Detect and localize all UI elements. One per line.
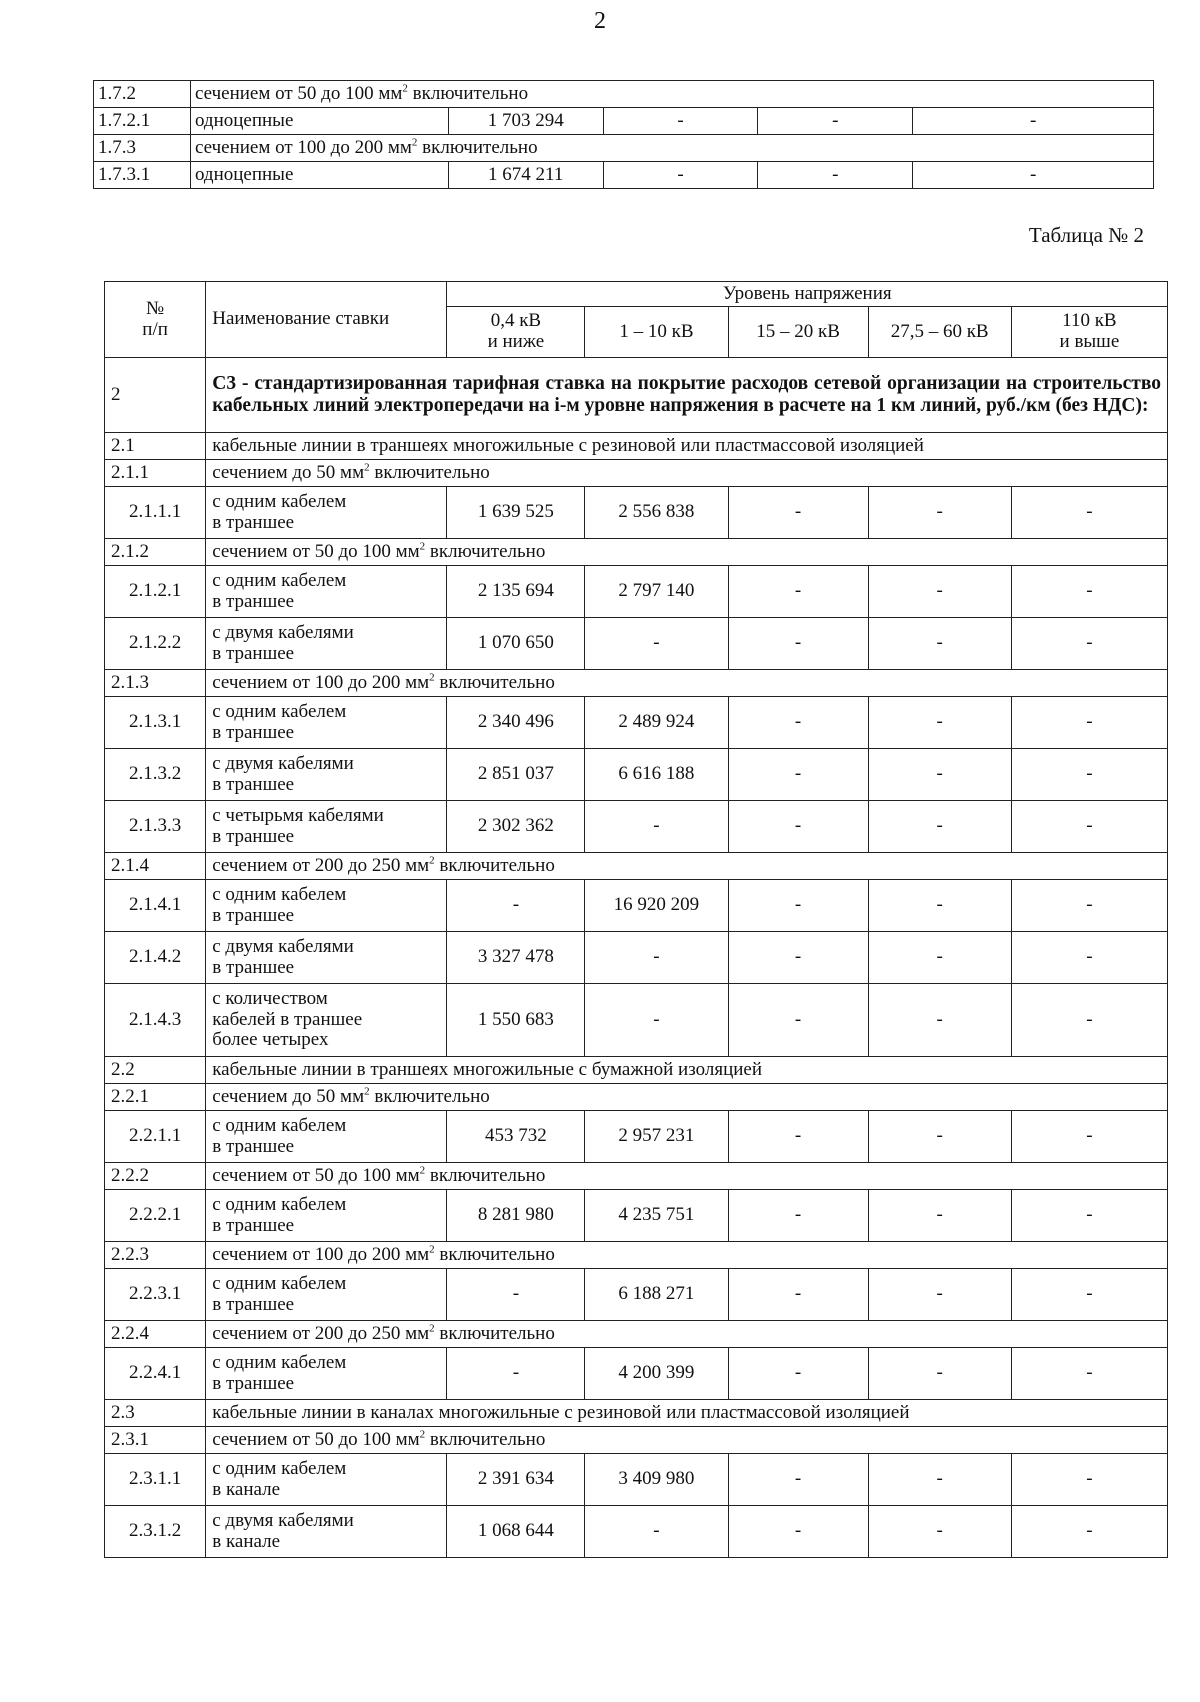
- row-number: 2.2.2.1: [105, 1190, 206, 1242]
- row-number: 2.3.1: [105, 1427, 206, 1454]
- row-label-text: сечением до 50 мм: [212, 461, 365, 483]
- value-cell: -: [1011, 984, 1167, 1057]
- value-cell: -: [728, 749, 868, 801]
- row-label: [206, 1427, 1168, 1454]
- value-cell: -: [585, 932, 728, 984]
- value-cell: 2 489 924: [585, 697, 728, 749]
- value-cell: -: [868, 1454, 1011, 1506]
- value-cell: -: [1011, 880, 1167, 932]
- value-cell: 6 188 271: [585, 1269, 728, 1321]
- header-name: Наименование ставки: [206, 282, 447, 358]
- row-label-suffix: включительно: [425, 540, 546, 562]
- row-number: 2.1.1.1: [105, 487, 206, 539]
- value-cell: -: [447, 1269, 585, 1321]
- row-label-text: кабельные линии в траншеях многожильные с бумажной изоляцией: [212, 1058, 763, 1080]
- value-cell: -: [868, 1190, 1011, 1242]
- row-number: 2.2.1.1: [105, 1111, 206, 1163]
- value-cell: 6 616 188: [585, 749, 728, 801]
- row-label-text: кабельные линии в каналах многожильные с резиновой или пластмассовой изоляцией: [212, 1401, 910, 1423]
- table2-subheader-row: [105, 433, 1168, 460]
- row-label-sup: 2: [419, 1164, 426, 1177]
- value-cell: -: [758, 162, 913, 189]
- row-label-text: сечением от 50 до 100 мм: [212, 1164, 420, 1186]
- header-col-4: 110 кВ и выше: [1011, 307, 1167, 358]
- value-cell: -: [447, 1348, 585, 1400]
- row-name: с количеством кабелей в траншее более четырех: [206, 984, 447, 1057]
- value-cell: 8 281 980: [447, 1190, 585, 1242]
- row-label-suffix: включительно: [434, 854, 555, 876]
- row-label-text: сечением от 200 до 250 мм: [212, 854, 430, 876]
- value-cell: 4 235 751: [585, 1190, 728, 1242]
- row-number: 2.1.3.2: [105, 749, 206, 801]
- value-cell: -: [868, 880, 1011, 932]
- header-col-2: 15 – 20 кВ: [728, 307, 868, 358]
- table2-data-row: [105, 880, 1168, 932]
- value-cell: -: [868, 697, 1011, 749]
- row-label-suffix: включительно: [417, 136, 538, 158]
- row-label-sup: 2: [419, 1428, 426, 1441]
- row-label: [206, 1321, 1168, 1348]
- row-label-sup: 2: [402, 82, 408, 95]
- value-cell: 3 327 478: [447, 932, 585, 984]
- row-label-sup: 2: [429, 1322, 435, 1335]
- value-cell: 2 340 496: [447, 697, 585, 749]
- row-number: 2.1: [105, 433, 206, 460]
- value-cell: -: [868, 932, 1011, 984]
- row-name: с одним кабелем в траншее: [206, 487, 447, 539]
- row-number: 2.2.3.1: [105, 1269, 206, 1321]
- value-cell: -: [728, 697, 868, 749]
- row-name: с двумя кабелями в траншее: [206, 749, 447, 801]
- value-cell: -: [728, 1111, 868, 1163]
- value-cell: -: [447, 880, 585, 932]
- value-cell: -: [728, 932, 868, 984]
- value-cell: -: [1011, 1269, 1167, 1321]
- value-cell: -: [1011, 566, 1167, 618]
- row-label-suffix: включительно: [434, 1243, 555, 1265]
- row-label-text: сечением до 50 мм: [212, 1085, 365, 1107]
- row-number: 2.1.3.1: [105, 697, 206, 749]
- value-cell: -: [1011, 932, 1167, 984]
- value-cell: 2 957 231: [585, 1111, 728, 1163]
- row-label-suffix: включительно: [425, 1164, 546, 1186]
- value-cell: -: [728, 801, 868, 853]
- row-label: [206, 1163, 1168, 1190]
- table2-subheader-row: [105, 1242, 1168, 1269]
- header-num: № п/п: [105, 282, 206, 358]
- value-cell: -: [1011, 697, 1167, 749]
- value-cell: 2 851 037: [447, 749, 585, 801]
- header-col-0: 0,4 кВ и ниже: [447, 307, 585, 358]
- value-cell: -: [868, 618, 1011, 670]
- table-1-continuation: [93, 80, 1154, 189]
- table1-data-row: [94, 162, 1154, 189]
- value-cell: 3 409 980: [585, 1454, 728, 1506]
- section-title: С3 - стандартизированная тарифная ставка на покрытие расходов сетевой организации на строительство кабельных линий электропередачи на i-м уровне напряжения в расчете на 1 км линий, руб./км (без НДС):: [206, 358, 1168, 433]
- value-cell: -: [913, 162, 1154, 189]
- table2-data-row: [105, 697, 1168, 749]
- value-cell: -: [728, 566, 868, 618]
- value-cell: -: [728, 1348, 868, 1400]
- row-label-text: сечением от 100 до 200 мм: [212, 1243, 430, 1265]
- value-cell: -: [913, 108, 1154, 135]
- row-label-text: кабельные линии в траншеях многожильные с резиновой или пластмассовой изоляцией: [212, 434, 924, 456]
- row-number: 1.7.3: [94, 135, 191, 162]
- row-name: одноцепные: [190, 162, 448, 189]
- table2-subheader-row: [105, 539, 1168, 566]
- row-number: 2.1.3.3: [105, 801, 206, 853]
- table2-subheader-row: [105, 1057, 1168, 1084]
- table2-data-row: [105, 1190, 1168, 1242]
- table2-subheader-row: [105, 460, 1168, 487]
- value-cell: -: [868, 1348, 1011, 1400]
- row-name: с одним кабелем в траншее: [206, 1190, 447, 1242]
- value-cell: 1 703 294: [448, 108, 603, 135]
- row-number: 2.3.1.2: [105, 1506, 206, 1558]
- value-cell: -: [728, 618, 868, 670]
- row-label: [190, 81, 1153, 108]
- value-cell: 16 920 209: [585, 880, 728, 932]
- row-label-sup: 2: [364, 1085, 370, 1098]
- value-cell: -: [868, 749, 1011, 801]
- row-label-sup: 2: [429, 671, 435, 684]
- table2-subheader-row: [105, 1163, 1168, 1190]
- table2-data-row: [105, 566, 1168, 618]
- value-cell: 2 797 140: [585, 566, 728, 618]
- value-cell: -: [1011, 1454, 1167, 1506]
- table2-data-row: [105, 1269, 1168, 1321]
- value-cell: -: [868, 1506, 1011, 1558]
- row-number: 2.1.4.3: [105, 984, 206, 1057]
- value-cell: -: [603, 108, 758, 135]
- row-number: 1.7.2: [94, 81, 191, 108]
- value-cell: -: [728, 487, 868, 539]
- table2-data-row: [105, 801, 1168, 853]
- header-voltage-level: Уровень напряжения: [447, 282, 1168, 307]
- table1-subheader-row: [94, 81, 1154, 108]
- value-cell: 1 639 525: [447, 487, 585, 539]
- table-2: [104, 281, 1168, 1558]
- value-cell: -: [585, 801, 728, 853]
- row-number: 2.1.4.1: [105, 880, 206, 932]
- row-label-sup: 2: [429, 1243, 435, 1256]
- value-cell: -: [1011, 487, 1167, 539]
- value-cell: 1 674 211: [448, 162, 603, 189]
- table2-subheader-row: [105, 1084, 1168, 1111]
- row-label: [206, 1400, 1168, 1427]
- value-cell: -: [728, 1454, 868, 1506]
- row-label-sup: 2: [419, 540, 426, 553]
- row-name: с одним кабелем в траншее: [206, 1111, 447, 1163]
- row-number: 2.2.3: [105, 1242, 206, 1269]
- table2-data-row: [105, 1454, 1168, 1506]
- row-number: 2.1.2.1: [105, 566, 206, 618]
- table2-data-row: [105, 1506, 1168, 1558]
- row-number: 2.1.2: [105, 539, 206, 566]
- header-col-1: 1 – 10 кВ: [585, 307, 728, 358]
- value-cell: -: [1011, 1111, 1167, 1163]
- row-label: [206, 670, 1168, 697]
- row-label: [206, 433, 1168, 460]
- row-label-text: сечением от 50 до 100 мм: [212, 1428, 420, 1450]
- row-name: с одним кабелем в траншее: [206, 880, 447, 932]
- row-number: 2.2.2: [105, 1163, 206, 1190]
- row-name: одноцепные: [190, 108, 448, 135]
- value-cell: 4 200 399: [585, 1348, 728, 1400]
- row-number: 2.2.1: [105, 1084, 206, 1111]
- row-name: с одним кабелем в траншее: [206, 1269, 447, 1321]
- row-label-suffix: включительно: [369, 1085, 490, 1107]
- value-cell: -: [728, 984, 868, 1057]
- value-cell: -: [728, 880, 868, 932]
- row-label-text: сечением от 50 до 100 мм: [194, 82, 403, 104]
- row-label-text: сечением от 50 до 100 мм: [212, 540, 420, 562]
- value-cell: -: [1011, 801, 1167, 853]
- row-label-suffix: включительно: [407, 82, 529, 104]
- section-num: 2: [105, 358, 206, 433]
- value-cell: -: [868, 1269, 1011, 1321]
- value-cell: -: [868, 566, 1011, 618]
- value-cell: 1 068 644: [447, 1506, 585, 1558]
- row-name: с двумя кабелями в канале: [206, 1506, 447, 1558]
- value-cell: 1 550 683: [447, 984, 585, 1057]
- value-cell: -: [585, 1506, 728, 1558]
- row-name: с одним кабелем в траншее: [206, 566, 447, 618]
- row-name: с одним кабелем в траншее: [206, 1348, 447, 1400]
- row-label-text: сечением от 100 до 200 мм: [194, 136, 412, 158]
- table2-data-row: [105, 932, 1168, 984]
- row-number: 2.2.4: [105, 1321, 206, 1348]
- value-cell: 2 391 634: [447, 1454, 585, 1506]
- table2-data-row: [105, 1111, 1168, 1163]
- row-label-suffix: включительно: [425, 1428, 546, 1450]
- value-cell: -: [868, 801, 1011, 853]
- row-label-text: сечением от 100 до 200 мм: [212, 671, 430, 693]
- row-number: 2.2: [105, 1057, 206, 1084]
- table-2-caption: Таблица № 2: [1028, 223, 1144, 247]
- row-label-sup: 2: [364, 461, 370, 474]
- value-cell: -: [868, 487, 1011, 539]
- row-label: [206, 1242, 1168, 1269]
- value-cell: -: [728, 1269, 868, 1321]
- row-label: [206, 1084, 1168, 1111]
- row-name: с двумя кабелями в траншее: [206, 618, 447, 670]
- row-name: с двумя кабелями в траншее: [206, 932, 447, 984]
- table2-subheader-row: [105, 853, 1168, 880]
- value-cell: -: [1011, 749, 1167, 801]
- row-name: с одним кабелем в канале: [206, 1454, 447, 1506]
- value-cell: 2 135 694: [447, 566, 585, 618]
- value-cell: -: [603, 162, 758, 189]
- row-number: 1.7.3.1: [94, 162, 191, 189]
- value-cell: -: [1011, 618, 1167, 670]
- table1-data-row: [94, 108, 1154, 135]
- value-cell: -: [728, 1506, 868, 1558]
- row-label: [206, 853, 1168, 880]
- row-number: 2.1.4.2: [105, 932, 206, 984]
- page-number: 2: [594, 8, 606, 34]
- row-label-suffix: включительно: [369, 461, 490, 483]
- value-cell: 1 070 650: [447, 618, 585, 670]
- row-number: 2.1.4: [105, 853, 206, 880]
- value-cell: 2 302 362: [447, 801, 585, 853]
- row-label: [206, 1057, 1168, 1084]
- value-cell: -: [1011, 1190, 1167, 1242]
- row-number: 2.1.1: [105, 460, 206, 487]
- value-cell: 2 556 838: [585, 487, 728, 539]
- row-number: 2.2.4.1: [105, 1348, 206, 1400]
- table1-subheader-row: [94, 135, 1154, 162]
- table2-data-row: [105, 618, 1168, 670]
- row-number: 2.3.1.1: [105, 1454, 206, 1506]
- row-label-text: сечением от 200 до 250 мм: [212, 1322, 430, 1344]
- row-name: с одним кабелем в траншее: [206, 697, 447, 749]
- row-label: [206, 539, 1168, 566]
- table2-subheader-row: [105, 1400, 1168, 1427]
- table2-data-row: [105, 487, 1168, 539]
- value-cell: -: [585, 984, 728, 1057]
- row-label: [190, 135, 1153, 162]
- header-col-3: 27,5 – 60 кВ: [868, 307, 1011, 358]
- value-cell: -: [1011, 1506, 1167, 1558]
- table2-subheader-row: [105, 1427, 1168, 1454]
- row-number: 1.7.2.1: [94, 108, 191, 135]
- row-label-suffix: включительно: [434, 671, 555, 693]
- row-number: 2.1.2.2: [105, 618, 206, 670]
- value-cell: -: [868, 984, 1011, 1057]
- row-number: 2.1.3: [105, 670, 206, 697]
- value-cell: 453 732: [447, 1111, 585, 1163]
- row-label-sup: 2: [411, 136, 418, 149]
- value-cell: -: [728, 1190, 868, 1242]
- row-number: 2.3: [105, 1400, 206, 1427]
- value-cell: -: [1011, 1348, 1167, 1400]
- table2-data-row: [105, 984, 1168, 1057]
- table2-data-row: [105, 1348, 1168, 1400]
- table2-data-row: [105, 749, 1168, 801]
- row-label-suffix: включительно: [434, 1322, 555, 1344]
- value-cell: -: [758, 108, 913, 135]
- row-name: с четырьмя кабелями в траншее: [206, 801, 447, 853]
- value-cell: -: [868, 1111, 1011, 1163]
- table2-subheader-row: [105, 670, 1168, 697]
- value-cell: -: [585, 618, 728, 670]
- section-row: [105, 358, 1168, 433]
- row-label: [206, 460, 1168, 487]
- header-row-1: [105, 282, 1168, 307]
- table2-subheader-row: [105, 1321, 1168, 1348]
- row-label-sup: 2: [429, 854, 435, 867]
